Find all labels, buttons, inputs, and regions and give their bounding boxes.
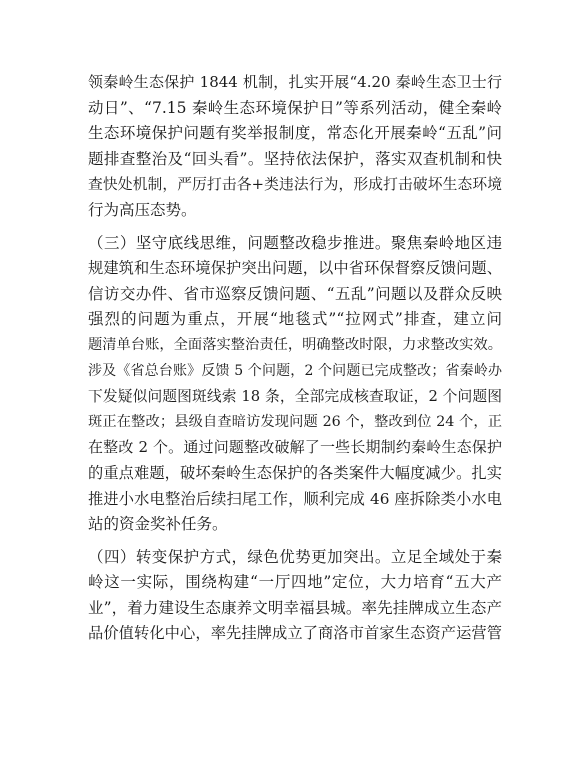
text-line: 题排查整治及“回头看”。坚持依法保护，落实双查机制和快	[88, 149, 502, 168]
text-line: 涉及《省总台账》反馈 5 个问题，2 个问题已完成整改；省秦岭办	[88, 362, 502, 379]
text-line: 规建筑和生态环境保护突出问题，以中省环保督察反馈问题、	[88, 259, 502, 278]
text-line: 推进小水电整治后续扫尾工作，顺利完成 46 座拆除类小水电	[88, 489, 502, 508]
paragraph-3	[88, 545, 502, 647]
text-line: 强烈的问题为重点，开展“地毯式”“拉网式”排查，建立问	[88, 310, 502, 329]
text-line: 的重点难题，破坏秦岭生态保护的各类案件大幅度减少。扎实	[88, 463, 502, 482]
text-line: （四）转变保护方式，绿色优势更加突出。立足全域处于秦	[88, 547, 502, 566]
text-line: 岭这一实际，围绕构建“一厅四地”定位，大力培育“五大产	[88, 573, 502, 592]
text-line: 领秦岭生态保护 1844 机制，扎实开展“4.20 秦岭生态卫士行	[88, 73, 502, 91]
document-body	[88, 70, 502, 647]
text-line: 查快处机制，严厉打击各+类违法行为，形成打击破坏生态环境	[88, 176, 502, 194]
text-line: 行为高压态势。	[88, 200, 197, 219]
text-line: 在整改 2 个。通过问题整改破解了一些长期制约秦岭生态保护	[88, 438, 502, 457]
text-line: 信访交办件、省市巡察反馈问题、“五乱”问题以及群众反映	[88, 284, 502, 303]
text-line: （三）坚守底线思维，问题整改稳步推进。聚焦秦岭地区违	[88, 233, 502, 252]
text-line: 品价值转化中心，率先挂牌成立了商洛市首家生态资产运营管	[88, 624, 502, 643]
paragraph-gap	[88, 538, 502, 545]
text-line: 动日”、“7.15 秦岭生态环境保护日”等系列活动，健全秦岭	[88, 98, 502, 117]
text-line: 题清单台账，全面落实整治责任，明确整改时限，力求整改实效。	[88, 336, 502, 353]
text-line: 生态环境保护问题有奖举报制度，常态化开展秦岭“五乱”问	[88, 124, 502, 143]
paragraph-2	[88, 231, 502, 538]
paragraph-gap	[88, 224, 502, 231]
paragraph-1	[88, 70, 502, 224]
text-line: 斑正在整改；县级自查暗访发现问题 26 个，整改到位 24 个，正	[88, 413, 502, 430]
text-line: 下发疑似问题图斑线索 18 条，全部完成核查取证，2 个问题图	[88, 388, 502, 406]
text-line: 站的资金奖补任务。	[88, 515, 228, 534]
text-line: 业”，着力建设生态康养文明幸福县城。率先挂牌成立生态产	[88, 598, 502, 617]
